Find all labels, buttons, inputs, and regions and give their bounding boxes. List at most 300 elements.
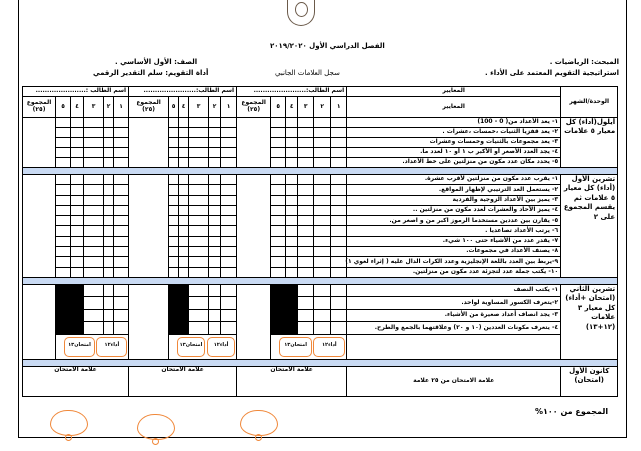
score-cell: [189, 138, 209, 148]
score-cell: [56, 205, 71, 215]
exam-score-cell: علامة الامتحان: [23, 366, 129, 396]
score-cell: [189, 148, 209, 158]
exam-box: امتحان١٣: [177, 337, 206, 357]
score-cell: [114, 309, 129, 322]
score-cell: [114, 257, 129, 267]
score-cell: [221, 309, 237, 322]
score-cell: [331, 185, 347, 195]
score-cell: [209, 322, 221, 335]
score-cell: [209, 216, 221, 226]
score-cell: [56, 118, 71, 128]
student-name-header: اسم الطالب:.......................: [237, 87, 347, 97]
score-cell: [298, 236, 314, 246]
score-cell: [286, 175, 298, 185]
score-cell: [221, 284, 237, 297]
sum-cell: [129, 284, 169, 359]
score-cell: [56, 226, 71, 236]
sum-cell: [23, 118, 56, 168]
student-name-header: اسم الطالب :......................: [23, 87, 129, 97]
strategy-label: استراتيجية التقويم المعتمد على الأداء .: [485, 69, 619, 77]
score-cell: [189, 247, 209, 257]
score-cell: [271, 118, 286, 128]
score-cell: [179, 257, 189, 267]
score-cell: [56, 185, 71, 195]
score-cell: [271, 185, 286, 195]
cloud-shape: [137, 414, 175, 440]
score-cell: [189, 309, 209, 322]
score-cell: [331, 216, 347, 226]
score-cell: [209, 236, 221, 246]
score-cell: [56, 247, 71, 257]
score-cell: [314, 148, 331, 158]
score-cell: [169, 128, 179, 138]
score-cell: [314, 309, 331, 322]
score-cell: [84, 226, 104, 236]
score-cell: [84, 322, 104, 335]
score-cell: [179, 148, 189, 158]
criterion-cell: ٥- يحدد مكان عدد مكون من منزلتين على خط الأعداد.: [347, 158, 561, 168]
score-cell: [209, 297, 221, 310]
score-cell: [189, 297, 209, 310]
score-cell: [84, 284, 104, 297]
performance-box: أداء١٢: [207, 337, 236, 357]
score-cell: [298, 205, 314, 215]
score-cell: [314, 297, 331, 310]
score-cell: [298, 138, 314, 148]
score-cell: [114, 128, 129, 138]
exam-box: امتحان١٣: [64, 337, 95, 357]
score-cell: [271, 195, 286, 205]
score-cell: [169, 247, 179, 257]
score-cell: [209, 175, 221, 185]
score-cell: [104, 138, 114, 148]
score-cell: [314, 205, 331, 215]
score-cell: [331, 322, 347, 335]
score-cell: [114, 185, 129, 195]
criteria-top-header: المعايير: [347, 87, 561, 97]
criterion-cell: ٢-يتعرف الكسور المساوية لواحد.: [347, 297, 561, 310]
criterion-cell: ٢- يعد قفزيا الثنيات ،خمسات ،عشرات .: [347, 128, 561, 138]
score-cell: [331, 297, 347, 310]
criterion-cell: ٣- يعد مجموعات بالثنيات وخمسات وعشرات: [347, 138, 561, 148]
criterion-cell: ٣- يميز بين الأعداد الزوجية والفردية: [347, 195, 561, 205]
unit-cell: أيلول(أداء) كل معيار ٥ علامات: [561, 118, 618, 168]
score-cell: [114, 322, 129, 335]
score-cell: [104, 226, 114, 236]
score-cell: [84, 267, 104, 277]
score-cell: [104, 247, 114, 257]
score-cell: [104, 175, 114, 185]
score-cell: [221, 138, 237, 148]
score-cell: [56, 195, 71, 205]
criterion-cell: ٩-يربط بين العدد باللغة الإنجليزية وعدد الكرات الدال عليه ( إثراء لغوي ١): [347, 257, 561, 267]
criterion-cell: ٤- يميز الآحاد والعشرات لعدد مكون من منزلتين ..: [347, 205, 561, 215]
score-cell: [114, 148, 129, 158]
score-cell: [298, 309, 314, 322]
score-cell: [84, 297, 104, 310]
exam-unit-cell: كانون الأول (امتحان): [561, 366, 618, 396]
score-cell: [331, 309, 347, 322]
blocked-cell: [271, 284, 298, 334]
column-number: ٢: [209, 97, 221, 118]
score-cell: [179, 236, 189, 246]
sum-cell: [129, 175, 169, 278]
score-cell: [56, 148, 71, 158]
score-cell: [114, 226, 129, 236]
score-cell: [209, 158, 221, 168]
score-cell: [286, 138, 298, 148]
score-cell: [271, 226, 286, 236]
score-cell: [169, 205, 179, 215]
criterion-cell: ٨- يصنف الأعداد في مجموعات.: [347, 247, 561, 257]
score-cell: [56, 236, 71, 246]
record-title: سجل العلامات الجانبي: [275, 69, 340, 77]
score-cell: [286, 148, 298, 158]
score-cell: [71, 205, 84, 215]
score-cell: [314, 267, 331, 277]
score-cell: [221, 216, 237, 226]
score-cell: [179, 175, 189, 185]
score-cell: [221, 297, 237, 310]
score-cell: [114, 236, 129, 246]
score-cell: [271, 128, 286, 138]
score-cell: [314, 128, 331, 138]
sum-header: المجموع (٢٥): [23, 97, 56, 118]
score-cell: [331, 148, 347, 158]
score-cell: [104, 185, 114, 195]
score-cell: [71, 236, 84, 246]
unit-cell: تشرين الثاني (امتحان +أداء) كل معيار ٣ علامات (١٢+١٣): [561, 284, 618, 359]
score-cell: [169, 158, 179, 168]
cloud-shape: [240, 410, 278, 436]
criterion-cell: ٢- يستعمل العد الترتيبي لإظهار المواقع.: [347, 185, 561, 195]
score-cell: [286, 236, 298, 246]
score-cell: [271, 247, 286, 257]
semester-title: الفصل الدراسي الأول ٢٠١٩/٢٠٢٠: [270, 42, 385, 50]
score-cell: [189, 205, 209, 215]
score-cell: [71, 128, 84, 138]
score-cell: [104, 118, 114, 128]
score-cell: [286, 205, 298, 215]
score-cell: [179, 185, 189, 195]
score-cell: [286, 216, 298, 226]
score-cell: [221, 236, 237, 246]
score-cell: [209, 267, 221, 277]
score-cell: [271, 236, 286, 246]
score-cell: [314, 236, 331, 246]
score-cell: [271, 138, 286, 148]
score-cell: [56, 216, 71, 226]
sum-cell: [129, 118, 169, 168]
score-cell: [56, 128, 71, 138]
score-cell: [84, 309, 104, 322]
score-cell: [314, 284, 331, 297]
score-cell: [314, 257, 331, 267]
criterion-cell: ٦- يرتب الأعداد تصاعديا .: [347, 226, 561, 236]
score-cell: [209, 128, 221, 138]
sum-cell: [23, 175, 56, 278]
tool-label: أداة التقويم: سلم التقدير الرقمي: [93, 69, 209, 77]
score-cell: [209, 284, 221, 297]
score-cell: [221, 148, 237, 158]
score-cell: [71, 185, 84, 195]
score-cell: [189, 267, 209, 277]
criterion-cell: ٤- يجد العدد الأصغر أو الأكبر ب ١ أو ١٠ لعدد ما.: [347, 148, 561, 158]
score-cell: [84, 128, 104, 138]
score-cell: [314, 195, 331, 205]
score-cell: [314, 216, 331, 226]
sum-cell: [23, 284, 56, 359]
blocked-cell: [56, 284, 84, 334]
score-cell: [221, 118, 237, 128]
score-cell: [84, 195, 104, 205]
score-cell: [104, 158, 114, 168]
score-cell: [71, 257, 84, 267]
column-number: ٢: [314, 97, 331, 118]
score-cell: [314, 226, 331, 236]
score-cell: [114, 267, 129, 277]
column-number: ٣: [298, 97, 314, 118]
sum-header: المجموع (٢٥): [129, 97, 169, 118]
score-cell: [286, 158, 298, 168]
separator-row: [23, 359, 618, 366]
score-cell: [209, 138, 221, 148]
sum-cell: [237, 284, 271, 359]
score-cell: [84, 118, 104, 128]
score-cell: [189, 195, 209, 205]
score-cell: [179, 247, 189, 257]
score-cell: [221, 158, 237, 168]
score-cell: [114, 216, 129, 226]
unit-cell: تشرين الأول (أداء) كل معيار ٥ علامات ثم يقسم المجموع على ٢: [561, 175, 618, 278]
score-cell: [209, 195, 221, 205]
score-cell: [169, 138, 179, 148]
score-cell: [286, 118, 298, 128]
score-cell: [298, 158, 314, 168]
separator-row: [23, 277, 618, 284]
score-cell: [298, 195, 314, 205]
score-cell: [84, 257, 104, 267]
score-cell: [189, 175, 209, 185]
column-number: ٣: [189, 97, 209, 118]
criterion-cell: ١- يعد الأعداد من( 0 - 100): [347, 118, 561, 128]
score-cell: [84, 247, 104, 257]
score-cell: [286, 185, 298, 195]
score-cell: [169, 267, 179, 277]
score-cell: [314, 185, 331, 195]
score-cell: [286, 226, 298, 236]
column-number: ٢: [104, 97, 114, 118]
score-cell: [71, 267, 84, 277]
score-cell: [71, 138, 84, 148]
score-cell: [114, 158, 129, 168]
score-cell: [104, 236, 114, 246]
subject-label: المبحث: الرياضيات .: [549, 58, 619, 66]
criterion-cell: ١- يكتب النصف: [347, 284, 561, 297]
criteria-header: المعايير: [347, 97, 561, 118]
score-cell: [331, 236, 347, 246]
score-cell: [331, 138, 347, 148]
score-cell: [104, 205, 114, 215]
score-cell: [169, 236, 179, 246]
column-number: ١: [114, 97, 129, 118]
grades-table: [22, 86, 618, 397]
performance-box: أداء١٢: [313, 337, 345, 357]
score-cell: [189, 216, 209, 226]
score-cell: [209, 185, 221, 195]
score-cell: [298, 297, 314, 310]
score-cell: [104, 284, 114, 297]
score-cell: [71, 247, 84, 257]
separator-row: [23, 168, 618, 175]
criterion-cell: ١٠- يكتب جملة عدد لتجزئة عدد مكون من منزلتين.: [347, 267, 561, 277]
score-cell: [331, 226, 347, 236]
sum-cell: [237, 118, 271, 168]
score-cell: [314, 322, 331, 335]
score-cell: [179, 195, 189, 205]
score-cell: [298, 216, 314, 226]
score-cell: [104, 216, 114, 226]
score-cell: [179, 216, 189, 226]
score-cell: [104, 257, 114, 267]
score-cell: [189, 118, 209, 128]
sum-header: المجموع (٢٥): [237, 97, 271, 118]
score-cell: [271, 148, 286, 158]
score-cell: [71, 175, 84, 185]
criterion-cell: ٤- يتعرف مكونات العددين (١٠ و ٢٠) وعلاقتهما بالجمع والطرح.: [347, 322, 561, 335]
score-cell: [209, 247, 221, 257]
score-cell: [314, 118, 331, 128]
exam-score-cell: علامة الامتحان: [237, 366, 347, 396]
score-cell: [189, 128, 209, 138]
score-cell: [331, 118, 347, 128]
score-cell: [179, 158, 189, 168]
score-cell: [179, 128, 189, 138]
score-cell: [169, 226, 179, 236]
score-cell: [84, 175, 104, 185]
score-cell: [298, 226, 314, 236]
score-cell: [56, 158, 71, 168]
score-cell: [221, 267, 237, 277]
column-number: ٤: [179, 97, 189, 118]
score-cell: [179, 267, 189, 277]
score-cell: [179, 138, 189, 148]
score-cell: [114, 297, 129, 310]
score-cell: [71, 148, 84, 158]
score-cell: [189, 158, 209, 168]
score-cell: [71, 158, 84, 168]
score-cell: [169, 257, 179, 267]
score-cell: [286, 257, 298, 267]
score-cell: [114, 118, 129, 128]
score-cell: [331, 267, 347, 277]
score-cell: [271, 158, 286, 168]
score-cell: [314, 138, 331, 148]
score-cell: [114, 284, 129, 297]
score-cell: [189, 226, 209, 236]
score-cell: [298, 267, 314, 277]
score-cell: [84, 148, 104, 158]
score-cell: [71, 118, 84, 128]
score-cell: [84, 138, 104, 148]
score-cell: [84, 216, 104, 226]
score-cell: [189, 322, 209, 335]
score-cell: [314, 175, 331, 185]
score-cell: [56, 267, 71, 277]
performance-box: أداء١٢: [96, 337, 127, 357]
column-number: ١: [221, 97, 237, 118]
column-number: ٥: [169, 97, 179, 118]
column-number: ٣: [84, 97, 104, 118]
exam-box: امتحان١٣: [279, 337, 311, 357]
score-cell: [271, 175, 286, 185]
column-number: ٥: [56, 97, 71, 118]
score-cell: [331, 158, 347, 168]
score-cell: [189, 236, 209, 246]
exam-criteria-cell: علامة الامتحان من ٢٥ علامة: [347, 366, 561, 396]
score-cell: [84, 205, 104, 215]
column-number: ٥: [271, 97, 286, 118]
score-cell: [209, 205, 221, 215]
score-cell: [221, 247, 237, 257]
score-cell: [56, 257, 71, 267]
score-cell: [286, 247, 298, 257]
score-cell: [298, 118, 314, 128]
score-cell: [179, 118, 189, 128]
score-cell: [114, 205, 129, 215]
score-cell: [331, 284, 347, 297]
score-cell: [314, 158, 331, 168]
score-cell: [298, 185, 314, 195]
score-cell: [114, 175, 129, 185]
unit-header: الوحدة/الشهر: [561, 87, 618, 118]
score-cell: [169, 148, 179, 158]
score-cell: [271, 257, 286, 267]
score-cell: [169, 118, 179, 128]
box-cell: [56, 334, 129, 359]
score-cell: [56, 138, 71, 148]
score-cell: [71, 226, 84, 236]
score-cell: [114, 138, 129, 148]
score-cell: [104, 267, 114, 277]
score-cell: [104, 195, 114, 205]
box-cell: [169, 334, 237, 359]
score-cell: [189, 185, 209, 195]
exam-score-cell: علامة الامتحان: [129, 366, 237, 396]
score-cell: [189, 257, 209, 267]
score-cell: [331, 195, 347, 205]
score-cell: [169, 195, 179, 205]
score-cell: [298, 247, 314, 257]
score-cell: [298, 128, 314, 138]
score-cell: [179, 205, 189, 215]
criterion-cell: ٧- يقدر عدد من الأشياء حتى ١٠٠ شيء.: [347, 236, 561, 246]
score-cell: [71, 195, 84, 205]
score-cell: [271, 216, 286, 226]
score-cell: [189, 284, 209, 297]
score-cell: [221, 185, 237, 195]
score-cell: [314, 247, 331, 257]
score-cell: [179, 226, 189, 236]
score-cell: [104, 297, 114, 310]
criterion-cell: [347, 334, 561, 359]
score-cell: [71, 216, 84, 226]
score-cell: [56, 175, 71, 185]
column-number: ٤: [286, 97, 298, 118]
score-cell: [209, 118, 221, 128]
score-cell: [104, 148, 114, 158]
score-cell: [221, 195, 237, 205]
